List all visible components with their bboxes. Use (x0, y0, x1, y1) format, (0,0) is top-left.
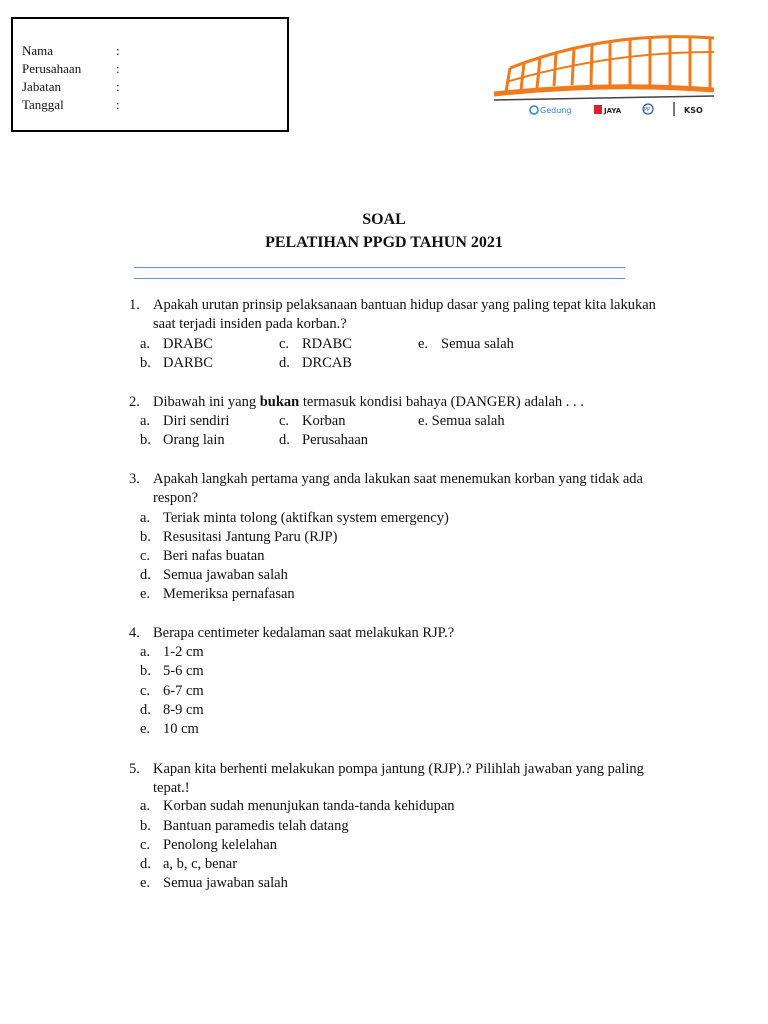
stadium-icon (494, 37, 714, 100)
title-divider (134, 267, 625, 268)
option-4a[interactable]: a. 1-2 cm (140, 644, 204, 660)
title-divider (134, 278, 625, 279)
option-4d[interactable]: d. 8-9 cm (140, 702, 204, 718)
option-1e[interactable]: e. Semua salah (418, 336, 514, 352)
option-1a[interactable]: a. DRABC (140, 336, 213, 352)
page-subtitle: PELATIHAN PPGD TAHUN 2021 (265, 234, 503, 251)
question-5 (129, 760, 669, 798)
svg-text:JAYA: JAYA (604, 107, 622, 115)
question-4 (129, 624, 669, 643)
option-1c[interactable]: c. RDABC (279, 336, 352, 352)
question-3 (129, 470, 669, 508)
option-4c[interactable]: c. 6-7 cm (140, 683, 204, 699)
question-number: 1. (129, 297, 140, 313)
question-number: 2. (129, 394, 140, 410)
question-text: Berapa centimeter kedalaman saat melakukan RJP.? (153, 625, 455, 641)
page-title: SOAL (362, 211, 406, 228)
question-number: 3. (129, 471, 140, 487)
option-2d[interactable]: d. Perusahaan (279, 432, 369, 448)
partner-logos (530, 102, 703, 116)
question-text: Kapan kita berhenti melakukan pompa jantung (RJP).? Pilihlah jawaban yang paling tepat.! (153, 761, 644, 796)
option-1d[interactable]: d. DRCAB (279, 355, 352, 371)
option-3d[interactable]: d. Semua jawaban salah (140, 567, 288, 583)
field-label: Tanggal (22, 97, 64, 112)
question-number: 4. (129, 625, 140, 641)
emphasis-text: bukan (259, 394, 300, 410)
identity-box (11, 17, 289, 132)
option-3b[interactable]: b. Resusitasi Jantung Paru (RJP) (140, 529, 338, 545)
field-perusahaan (22, 61, 120, 77)
option-5c[interactable]: c. Penolong kelelahan (140, 837, 277, 853)
field-separator: : (116, 61, 120, 76)
field-nama (22, 43, 120, 59)
question-text: Dibawah ini yang bukan termasuk kondisi bahaya (DANGER) adalah . . . (153, 394, 584, 410)
field-jabatan (22, 79, 120, 95)
field-separator: : (116, 79, 120, 94)
field-separator: : (116, 43, 120, 58)
company-logo (488, 30, 718, 122)
svg-text:PP: PP (644, 107, 651, 113)
option-5e[interactable]: e. Semua jawaban salah (140, 875, 288, 891)
field-label: Nama (22, 43, 54, 58)
option-4b[interactable]: b. 5-6 cm (140, 663, 204, 679)
field-tanggal (22, 97, 120, 113)
option-3e[interactable]: e. Memeriksa pernafasan (140, 586, 295, 602)
question-text: Apakah urutan prinsip pelaksanaan bantuan hidup dasar yang paling tepat kita lakukan saat terjadi insiden pada korban.? (153, 297, 656, 332)
question-2 (129, 393, 669, 412)
field-label: Perusahaan (22, 61, 82, 76)
question-number: 5. (129, 761, 140, 777)
option-2e[interactable]: e. Semua salah (418, 413, 505, 429)
field-label: Jabatan (22, 79, 61, 94)
question-1 (129, 296, 669, 334)
svg-text:Gedung: Gedung (540, 106, 572, 115)
option-2a[interactable]: a. Diri sendiri (140, 413, 230, 429)
option-5a[interactable]: a. Korban sudah menunjukan tanda-tanda kehidupan (140, 798, 455, 814)
svg-text:KSO: KSO (684, 106, 703, 115)
option-3a[interactable]: a. Teriak minta tolong (aktifkan system emergency) (140, 510, 449, 526)
option-5d[interactable]: d. a, b, c, benar (140, 856, 238, 872)
option-2b[interactable]: b. Orang lain (140, 432, 225, 448)
option-3c[interactable]: c. Beri nafas buatan (140, 548, 265, 564)
option-1b[interactable]: b. DARBC (140, 355, 213, 371)
field-separator: : (116, 97, 120, 112)
question-text: Apakah langkah pertama yang anda lakukan saat menemukan korban yang tidak ada respon? (153, 471, 643, 506)
option-4e[interactable]: e. 10 cm (140, 721, 199, 737)
option-2c[interactable]: c. Korban (279, 413, 346, 429)
option-5b[interactable]: b. Bantuan paramedis telah datang (140, 818, 349, 834)
